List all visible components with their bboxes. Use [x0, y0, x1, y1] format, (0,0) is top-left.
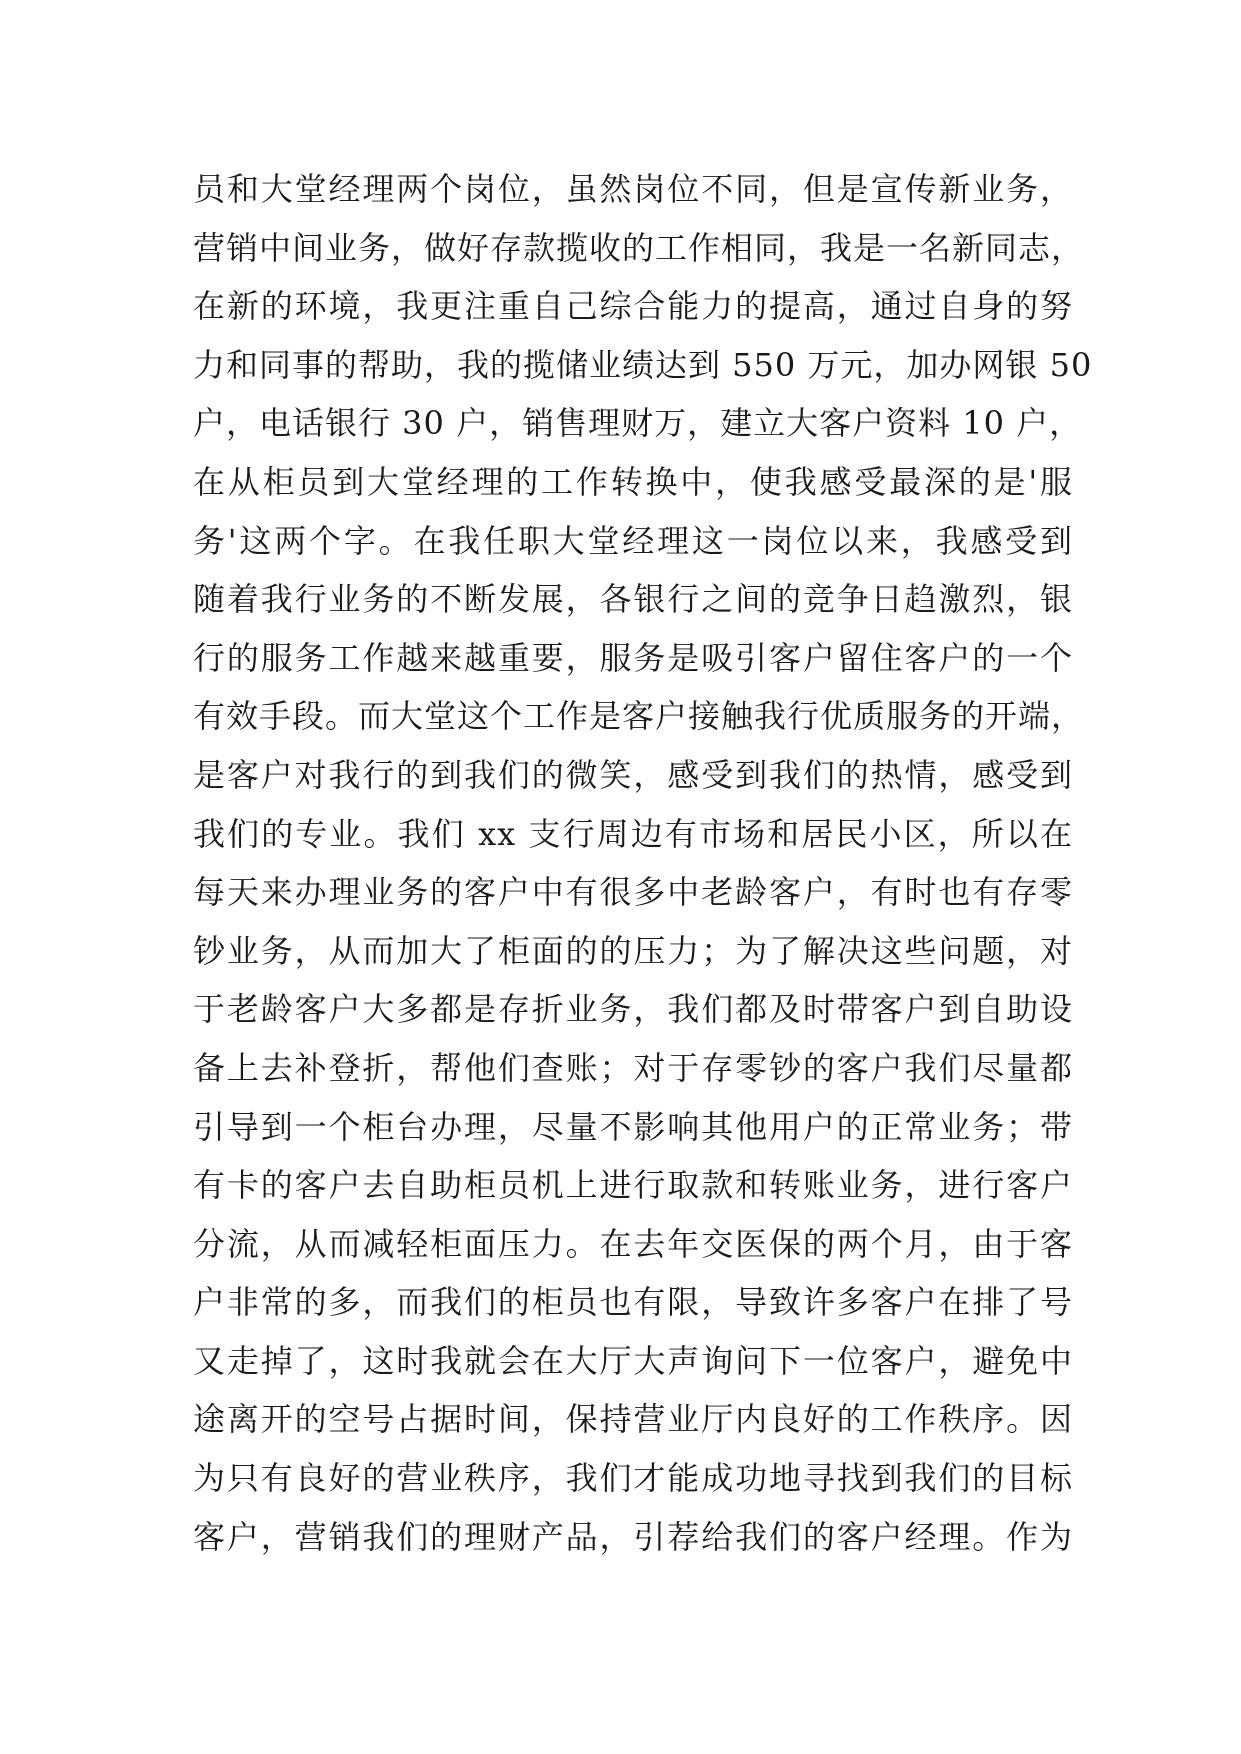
text-line: 于老龄客户大多都是存折业务，我们都及时带客户到自助设	[193, 990, 1073, 1029]
text-line: 客户，营销我们的理财产品，引荐给我们的客户经理。作为	[193, 1517, 1073, 1556]
text-line: 在新的环境，我更注重自己综合能力的提高，通过自身的努	[193, 287, 1073, 326]
text-line: 户非常的多，而我们的柜员也有限，导致许多客户在排了号	[193, 1283, 1073, 1322]
text-line: 户，电话银行 30 户，销售理财万，建立大客户资料 10 户，	[193, 404, 1083, 443]
text-line: 钞业务，从而加大了柜面的的压力；为了解决这些问题，对	[193, 931, 1073, 970]
text-line: 有卡的客户去自助柜员机上进行取款和转账业务，进行客户	[193, 1166, 1073, 1205]
text-line: 务'这两个字。在我任职大堂经理这一岗位以来，我感受到	[193, 521, 1073, 560]
text-line: 员和大堂经理两个岗位，虽然岗位不同，但是宣传新业务，	[193, 170, 1073, 208]
text-line: 又走掉了，这时我就会在大厅大声询问下一位客户，避免中	[193, 1341, 1073, 1380]
text-line: 是客户对我行的到我们的微笑，感受到我们的热情，感受到	[193, 755, 1073, 794]
text-line: 每天来办理业务的客户中有很多中老龄客户，有时也有存零	[193, 873, 1073, 912]
text-line: 为只有良好的营业秩序，我们才能成功地寻找到我们的目标	[193, 1459, 1073, 1498]
text-line: 引导到一个柜台办理，尽量不影响其他用户的正常业务；带	[193, 1107, 1073, 1146]
text-line: 有效手段。而大堂这个工作是客户接触我行优质服务的开端，	[193, 697, 1085, 736]
text-line: 备上去补登折，帮他们查账；对于存零钞的客户我们尽量都	[193, 1048, 1073, 1087]
text-line: 途离开的空号占据时间，保持营业厅内良好的工作秩序。因	[193, 1400, 1073, 1439]
text-line: 随着我行业务的不断发展，各银行之间的竞争日趋激烈，银	[193, 580, 1073, 619]
text-line: 我们的专业。我们 xx 支行周边有市场和居民小区，所以在	[193, 814, 1073, 853]
text-line: 分流，从而减轻柜面压力。在去年交医保的两个月，由于客	[193, 1224, 1073, 1263]
text-line: 行的服务工作越来越重要，服务是吸引客户留住客户的一个	[193, 638, 1073, 677]
text-line: 营销中间业务，做好存款揽收的工作相同，我是一名新同志，	[193, 228, 1085, 267]
body-paragraph	[193, 160, 1093, 1566]
text-line: 力和同事的帮助，我的揽储业绩达到 550 万元，加办网银 50	[193, 345, 1093, 384]
text-line: 在从柜员到大堂经理的工作转换中，使我感受最深的是'服	[193, 462, 1073, 501]
